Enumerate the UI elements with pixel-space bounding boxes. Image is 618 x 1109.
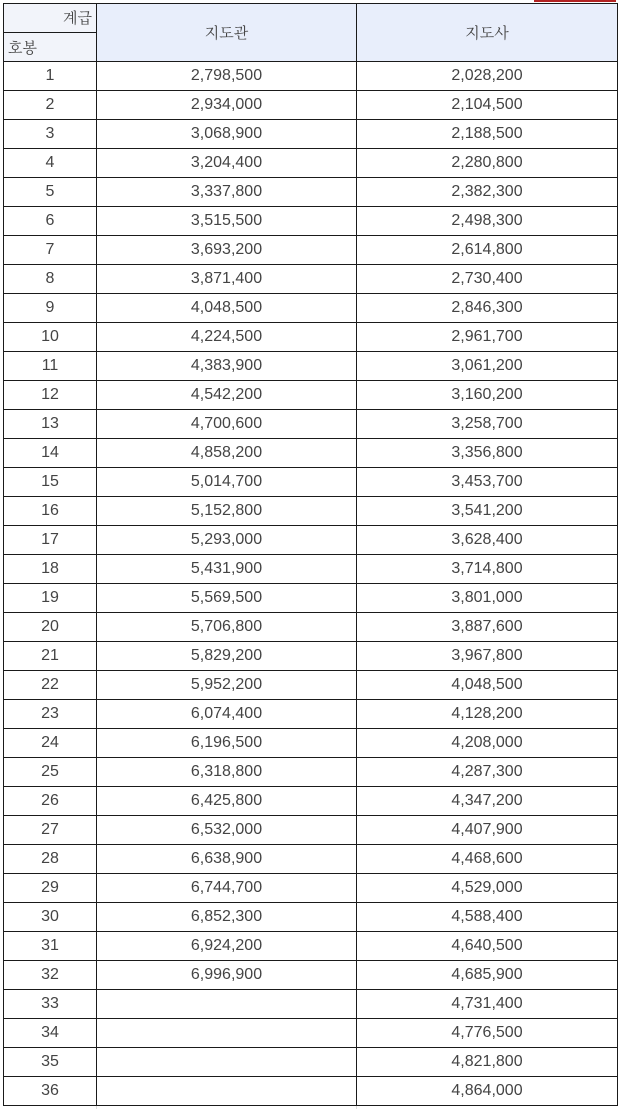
table-row (4, 149, 618, 178)
grade-label: 계급 (4, 4, 96, 33)
step-cell: 26 (4, 787, 97, 816)
jidogwan-salary-cell (97, 1019, 357, 1048)
jidogwan-salary-cell: 4,542,200 (97, 381, 357, 410)
table-row (4, 642, 618, 671)
jidogwan-salary-cell: 5,829,200 (97, 642, 357, 671)
jidosa-salary-cell: 4,208,000 (357, 729, 618, 758)
step-cell: 29 (4, 874, 97, 903)
header-row (4, 4, 618, 62)
step-cell: 23 (4, 700, 97, 729)
step-cell: 5 (4, 178, 97, 207)
jidosa-salary-cell: 2,961,700 (357, 323, 618, 352)
step-cell: 21 (4, 642, 97, 671)
step-label: 호봉 (8, 39, 37, 57)
step-cell: 9 (4, 294, 97, 323)
jidogwan-salary-cell (97, 1048, 357, 1077)
jidosa-salary-cell: 2,104,500 (357, 91, 618, 120)
jidosa-salary-cell: 4,529,000 (357, 874, 618, 903)
jidogwan-salary-cell: 4,383,900 (97, 352, 357, 381)
jidosa-salary-cell: 3,160,200 (357, 381, 618, 410)
jidosa-salary-cell: 4,588,400 (357, 903, 618, 932)
table-row (4, 120, 618, 149)
jidosa-salary-cell: 4,864,000 (357, 1077, 618, 1106)
jidogwan-salary-cell: 6,532,000 (97, 816, 357, 845)
jidosa-salary-cell: 3,967,800 (357, 642, 618, 671)
table-row (4, 236, 618, 265)
table-row (4, 294, 618, 323)
jidogwan-salary-cell: 6,744,700 (97, 874, 357, 903)
table-row (4, 1019, 618, 1048)
jidogwan-salary-cell: 5,431,900 (97, 555, 357, 584)
step-cell: 34 (4, 1019, 97, 1048)
jidogwan-salary-cell: 6,318,800 (97, 758, 357, 787)
table-row (4, 990, 618, 1019)
jidogwan-salary-cell: 3,337,800 (97, 178, 357, 207)
jidogwan-salary-cell: 4,700,600 (97, 410, 357, 439)
table-row (4, 903, 618, 932)
jidogwan-salary-cell: 6,425,800 (97, 787, 357, 816)
jidosa-salary-cell: 3,887,600 (357, 613, 618, 642)
table-row (4, 874, 618, 903)
jidosa-salary-cell: 2,614,800 (357, 236, 618, 265)
jidosa-salary-cell: 4,468,600 (357, 845, 618, 874)
table-row (4, 526, 618, 555)
step-cell: 13 (4, 410, 97, 439)
jidosa-salary-cell: 4,776,500 (357, 1019, 618, 1048)
jidogwan-salary-cell: 2,934,000 (97, 91, 357, 120)
step-cell: 31 (4, 932, 97, 961)
step-cell: 6 (4, 207, 97, 236)
step-cell: 20 (4, 613, 97, 642)
step-cell: 11 (4, 352, 97, 381)
table-row (4, 468, 618, 497)
table-row (4, 932, 618, 961)
jidosa-salary-cell: 4,407,900 (357, 816, 618, 845)
step-cell: 22 (4, 671, 97, 700)
step-cell: 1 (4, 62, 97, 91)
jidogwan-salary-cell (97, 1077, 357, 1106)
jidosa-salary-cell: 2,382,300 (357, 178, 618, 207)
jidosa-salary-cell: 3,541,200 (357, 497, 618, 526)
jidogwan-salary-cell: 6,074,400 (97, 700, 357, 729)
step-cell: 15 (4, 468, 97, 497)
jidogwan-salary-cell: 5,014,700 (97, 468, 357, 497)
corner-header-cell (4, 4, 97, 62)
jidogwan-salary-cell: 3,871,400 (97, 265, 357, 294)
jidogwan-salary-cell: 6,924,200 (97, 932, 357, 961)
table-row (4, 352, 618, 381)
jidogwan-salary-cell: 6,852,300 (97, 903, 357, 932)
table-row (4, 845, 618, 874)
step-cell: 27 (4, 816, 97, 845)
step-cell: 36 (4, 1077, 97, 1106)
jidogwan-salary-cell: 5,706,800 (97, 613, 357, 642)
step-cell: 3 (4, 120, 97, 149)
column-header-jidogwan: 지도관 (97, 4, 357, 62)
jidogwan-salary-cell (97, 990, 357, 1019)
jidosa-salary-cell: 2,188,500 (357, 120, 618, 149)
table-row (4, 700, 618, 729)
step-cell: 24 (4, 729, 97, 758)
jidogwan-salary-cell: 3,693,200 (97, 236, 357, 265)
jidogwan-salary-cell: 3,204,400 (97, 149, 357, 178)
jidosa-salary-cell: 4,640,500 (357, 932, 618, 961)
table-row (4, 381, 618, 410)
jidosa-salary-cell: 3,714,800 (357, 555, 618, 584)
table-row (4, 323, 618, 352)
table-row (4, 91, 618, 120)
jidogwan-salary-cell: 3,515,500 (97, 207, 357, 236)
table-row (4, 758, 618, 787)
jidogwan-salary-cell: 4,048,500 (97, 294, 357, 323)
jidogwan-salary-cell: 5,569,500 (97, 584, 357, 613)
jidosa-salary-cell: 3,061,200 (357, 352, 618, 381)
jidosa-salary-cell: 4,287,300 (357, 758, 618, 787)
table-row (4, 207, 618, 236)
table-row (4, 1048, 618, 1077)
table-row (4, 497, 618, 526)
jidosa-salary-cell: 4,048,500 (357, 671, 618, 700)
jidosa-salary-cell: 3,453,700 (357, 468, 618, 497)
jidosa-salary-cell: 4,731,400 (357, 990, 618, 1019)
step-cell: 2 (4, 91, 97, 120)
step-cell: 17 (4, 526, 97, 555)
jidogwan-salary-cell: 5,152,800 (97, 497, 357, 526)
step-cell: 25 (4, 758, 97, 787)
top-accent-line (534, 0, 616, 2)
step-cell: 14 (4, 439, 97, 468)
table-row (4, 671, 618, 700)
jidosa-salary-cell: 2,498,300 (357, 207, 618, 236)
step-cell: 18 (4, 555, 97, 584)
step-cell: 10 (4, 323, 97, 352)
jidogwan-salary-cell: 3,068,900 (97, 120, 357, 149)
step-cell: 32 (4, 961, 97, 990)
step-cell: 16 (4, 497, 97, 526)
column-header-jidosa: 지도사 (357, 4, 618, 62)
jidosa-salary-cell: 2,730,400 (357, 265, 618, 294)
jidogwan-salary-cell: 6,638,900 (97, 845, 357, 874)
table-row (4, 439, 618, 468)
jidogwan-salary-cell: 6,996,900 (97, 961, 357, 990)
jidosa-salary-cell: 3,628,400 (357, 526, 618, 555)
table-row (4, 787, 618, 816)
jidosa-salary-cell: 2,846,300 (357, 294, 618, 323)
step-cell: 8 (4, 265, 97, 294)
jidosa-salary-cell: 4,685,900 (357, 961, 618, 990)
step-cell: 30 (4, 903, 97, 932)
table-row (4, 961, 618, 990)
jidogwan-salary-cell: 4,224,500 (97, 323, 357, 352)
table-body (4, 62, 618, 1106)
table-row (4, 265, 618, 294)
table-row (4, 178, 618, 207)
jidogwan-salary-cell: 5,293,000 (97, 526, 357, 555)
jidogwan-salary-cell: 6,196,500 (97, 729, 357, 758)
step-cell: 7 (4, 236, 97, 265)
step-cell: 12 (4, 381, 97, 410)
jidosa-salary-cell: 2,028,200 (357, 62, 618, 91)
table-row (4, 816, 618, 845)
step-cell: 28 (4, 845, 97, 874)
step-cell: 35 (4, 1048, 97, 1077)
jidosa-salary-cell: 3,258,700 (357, 410, 618, 439)
table-row (4, 1077, 618, 1106)
jidosa-salary-cell: 3,356,800 (357, 439, 618, 468)
jidosa-salary-cell: 2,280,800 (357, 149, 618, 178)
step-cell: 33 (4, 990, 97, 1019)
jidosa-salary-cell: 3,801,000 (357, 584, 618, 613)
jidosa-salary-cell: 4,347,200 (357, 787, 618, 816)
step-cell: 19 (4, 584, 97, 613)
table-row (4, 613, 618, 642)
table-row (4, 410, 618, 439)
step-cell: 4 (4, 149, 97, 178)
table-row (4, 729, 618, 758)
jidogwan-salary-cell: 2,798,500 (97, 62, 357, 91)
jidogwan-salary-cell: 5,952,200 (97, 671, 357, 700)
jidosa-salary-cell: 4,128,200 (357, 700, 618, 729)
table-row (4, 555, 618, 584)
jidogwan-salary-cell: 4,858,200 (97, 439, 357, 468)
table-row (4, 62, 618, 91)
table-row (4, 584, 618, 613)
salary-step-table (3, 3, 618, 1106)
jidosa-salary-cell: 4,821,800 (357, 1048, 618, 1077)
